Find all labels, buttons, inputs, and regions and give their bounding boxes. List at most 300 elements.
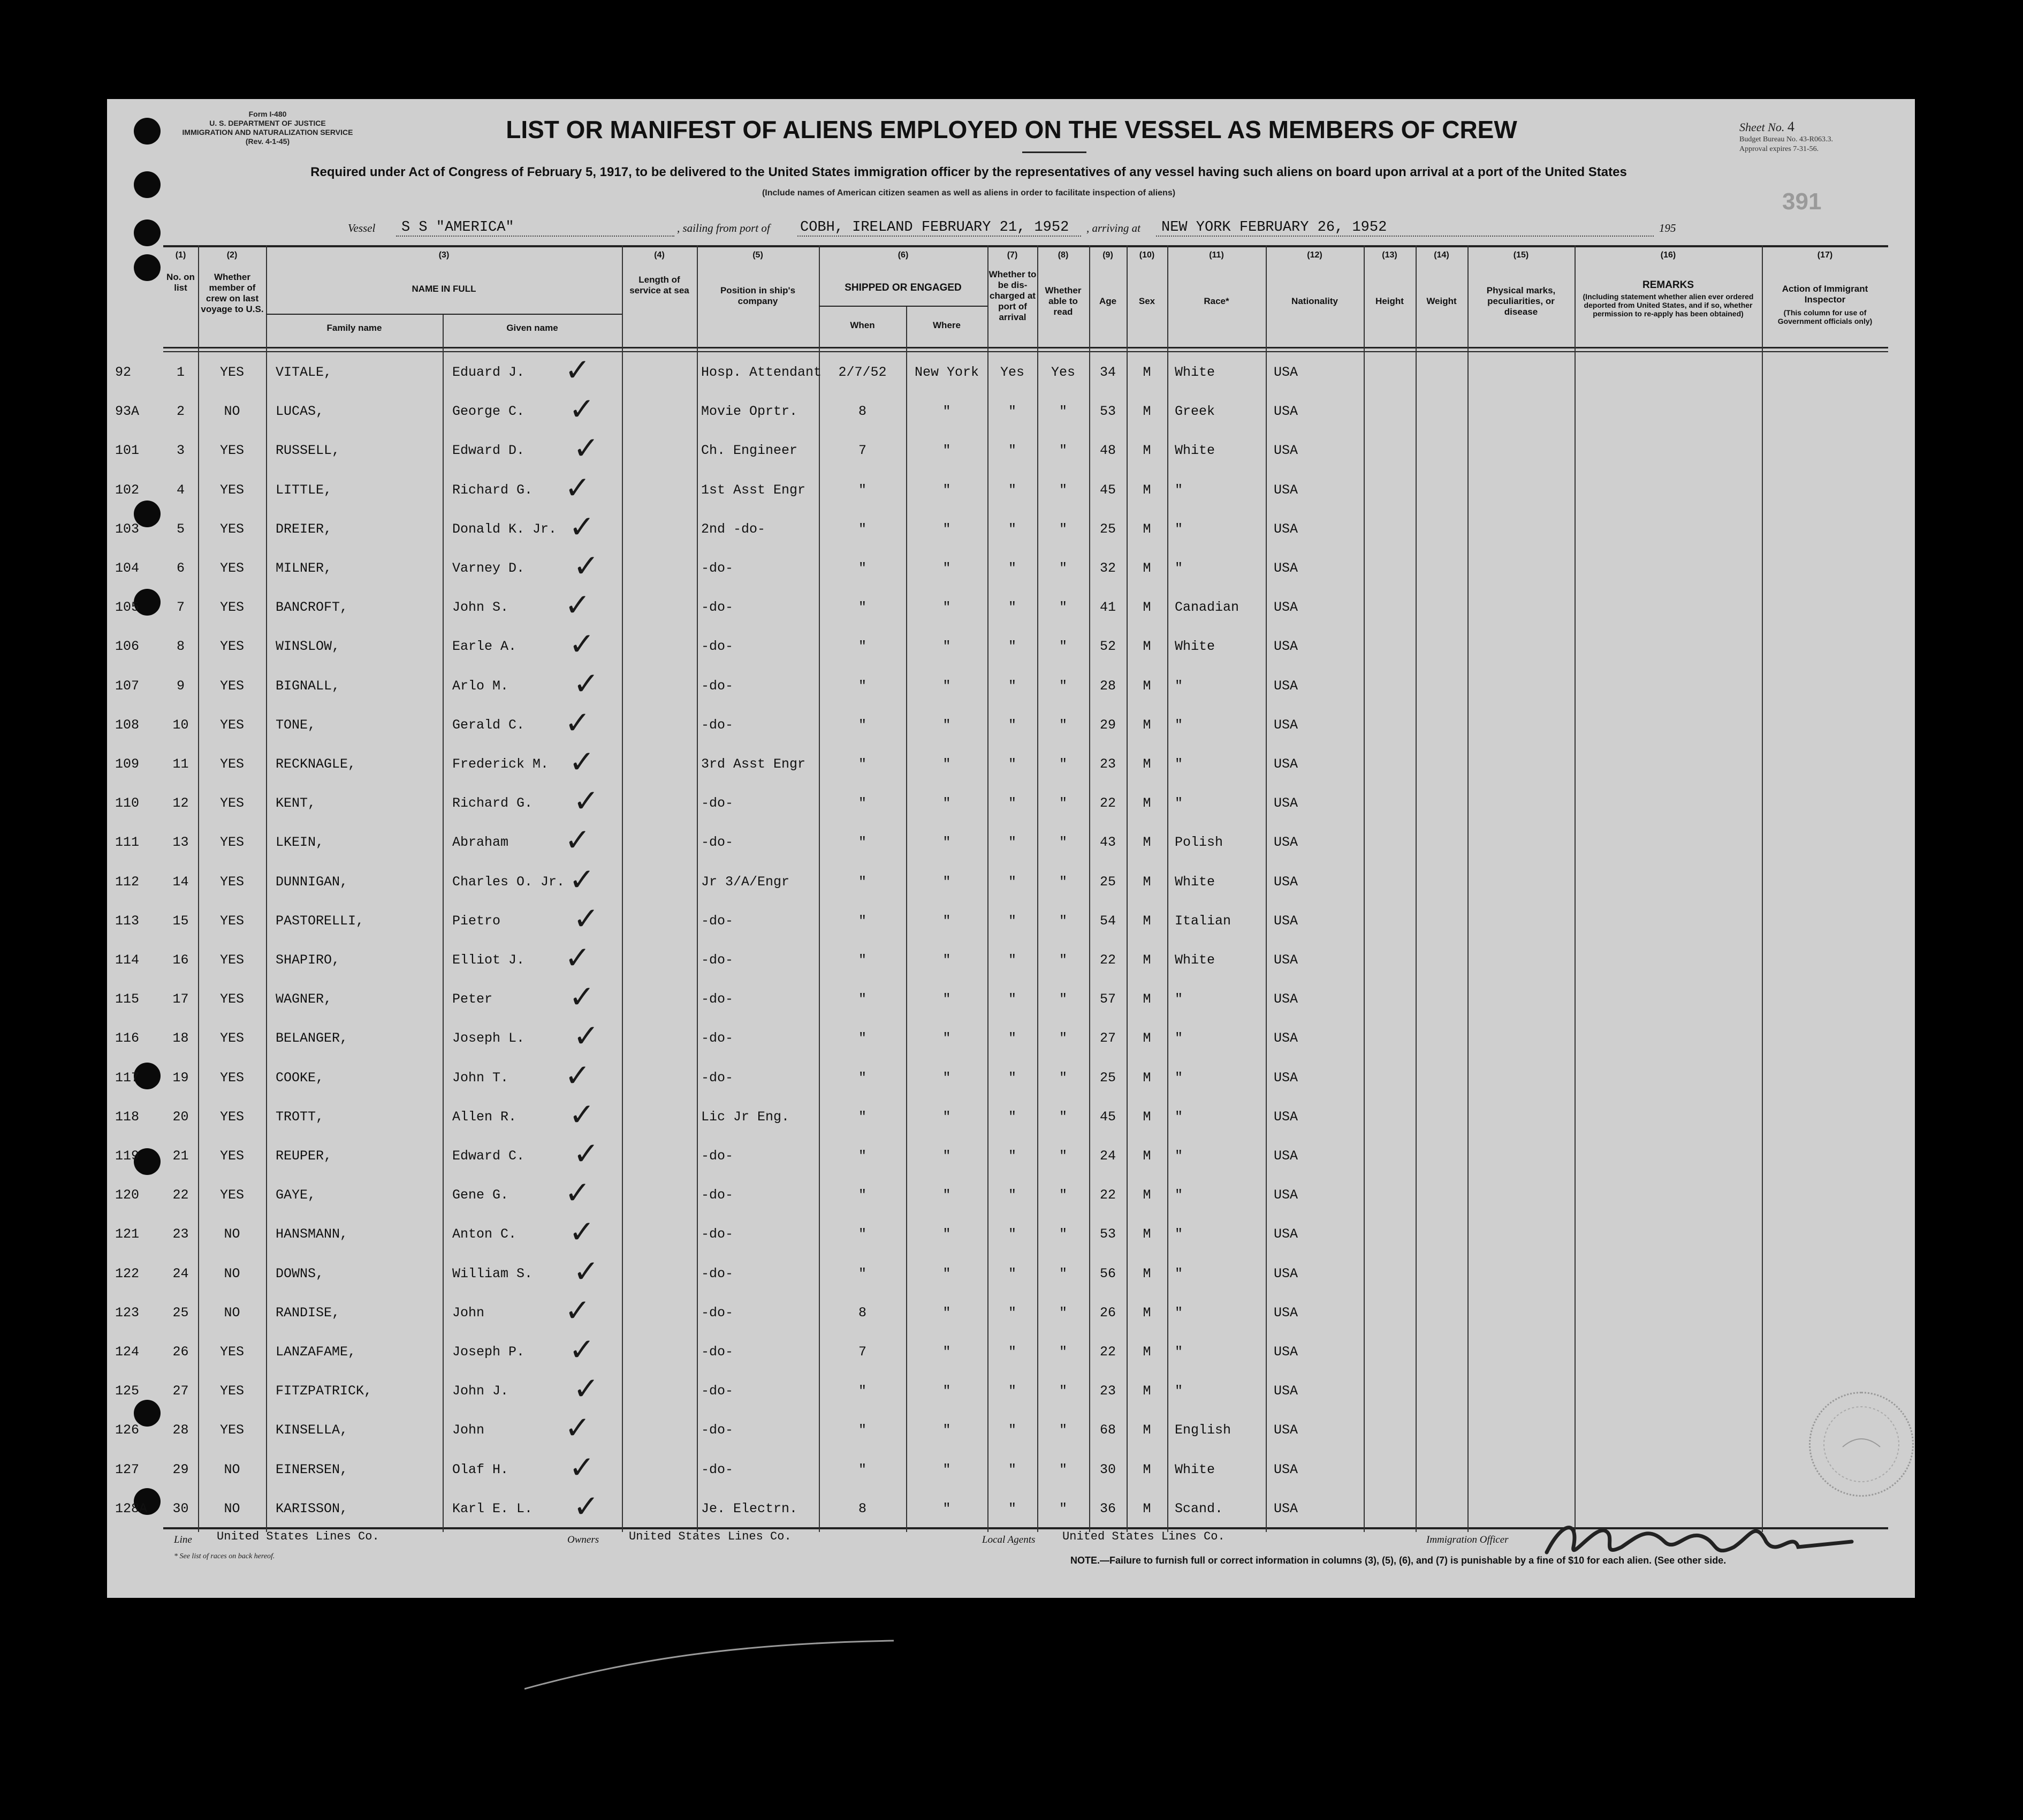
cell-position: Je. Electrn.	[701, 1500, 798, 1516]
cell-family: BANCROFT,	[276, 600, 348, 616]
col-number: (7)	[1007, 251, 1018, 260]
col-number: (15)	[1513, 251, 1529, 260]
cell-disch: "	[1008, 443, 1016, 459]
checkmark-icon: ✓	[565, 469, 591, 506]
stamped-number: 391	[1782, 188, 1822, 215]
cell-sex: M	[1143, 1070, 1151, 1086]
cell-where: "	[942, 1226, 951, 1242]
table-row	[115, 665, 1888, 708]
cell-nat: USA	[1274, 874, 1298, 890]
cell-given: Peter	[452, 991, 493, 1007]
margin-number: 119	[115, 1148, 140, 1164]
cell-disch: "	[1008, 756, 1016, 772]
cell-nat: USA	[1274, 1383, 1298, 1399]
cell-sex: M	[1143, 1422, 1151, 1438]
cell-where: "	[942, 600, 951, 616]
cell-age: 25	[1099, 1070, 1116, 1086]
cell-given: Richard G.	[452, 482, 533, 498]
cell-when: "	[858, 913, 866, 929]
cell-age: 43	[1099, 835, 1116, 851]
header-able-read: Whether able to read	[1045, 285, 1082, 317]
cell-read: Yes	[1051, 365, 1075, 380]
header-given-name: Given name	[506, 323, 558, 333]
footer-agents-label: Local Agents	[982, 1534, 1036, 1545]
cell-family: RANDISE,	[276, 1305, 340, 1321]
cell-position: -do-	[701, 600, 734, 616]
cell-member: YES	[219, 874, 244, 890]
cell-sex: M	[1143, 1187, 1151, 1203]
cell-no: 25	[172, 1305, 189, 1321]
margin-number: 123	[115, 1305, 140, 1321]
table-row	[115, 939, 1888, 982]
checkmark-icon: ✓	[569, 744, 595, 780]
cell-read: "	[1059, 1344, 1067, 1360]
cell-read: "	[1059, 874, 1067, 890]
cell-sex: M	[1143, 756, 1151, 772]
cell-sex: M	[1143, 1226, 1151, 1242]
cell-where: "	[942, 482, 951, 498]
cell-when: "	[858, 835, 866, 851]
cell-disch: "	[1008, 1500, 1016, 1516]
cell-family: COOKE,	[276, 1070, 324, 1086]
cell-no: 14	[172, 874, 189, 890]
sheet-label: Sheet No.	[1739, 120, 1785, 134]
cell-no: 12	[172, 795, 189, 812]
cell-given: Charles O. Jr.	[452, 874, 565, 890]
cell-family: MILNER,	[276, 560, 332, 576]
cell-age: 23	[1099, 1383, 1116, 1399]
checkmark-icon: ✓	[569, 979, 595, 1015]
cell-when: "	[858, 717, 866, 733]
cell-given: John S.	[452, 600, 509, 616]
cell-race: White	[1175, 874, 1215, 890]
cell-age: 26	[1099, 1305, 1116, 1321]
cell-no: 6	[176, 560, 185, 576]
cell-disch: "	[1008, 795, 1016, 812]
cell-position: -do-	[701, 1226, 734, 1242]
footer-officer-label-wrap	[1426, 1532, 1509, 1546]
margin-number: 105	[115, 600, 140, 616]
cell-disch: "	[1008, 678, 1016, 694]
cell-given: Anton C.	[452, 1226, 517, 1242]
shipped-subheader-rule	[819, 306, 987, 307]
cell-no: 2	[176, 404, 185, 420]
table-row	[115, 979, 1888, 1021]
punch-hole	[134, 254, 161, 281]
cell-no: 5	[176, 521, 185, 537]
cell-position: -do-	[701, 795, 734, 812]
cell-age: 32	[1099, 560, 1116, 576]
table-row	[115, 861, 1888, 904]
cell-given: Karl E. L.	[452, 1500, 533, 1516]
table-row	[115, 1370, 1888, 1413]
cell-family: RECKNAGLE,	[276, 756, 356, 772]
table-row	[115, 1135, 1888, 1178]
cell-family: BIGNALL,	[276, 678, 340, 694]
cell-position: -do-	[701, 1383, 734, 1399]
cell-family: LANZAFAME,	[276, 1344, 356, 1360]
checkmark-icon: ✓	[569, 1449, 595, 1485]
table-row	[115, 1331, 1888, 1374]
cell-no: 3	[176, 443, 185, 459]
cell-given: William S.	[452, 1265, 533, 1281]
cell-given: Allen R.	[452, 1109, 517, 1125]
footer-owners-label-wrap	[567, 1532, 599, 1546]
cell-family: REUPER,	[276, 1148, 332, 1164]
cell-read: "	[1059, 521, 1067, 537]
cell-age: 27	[1099, 1030, 1116, 1046]
cell-position: Lic Jr Eng.	[701, 1109, 790, 1125]
cell-disch: "	[1008, 1305, 1016, 1321]
margin-number: 113	[115, 913, 140, 929]
cell-member: YES	[219, 521, 244, 537]
cell-sex: M	[1143, 1148, 1151, 1164]
cell-where: "	[942, 560, 951, 576]
checkmark-icon: ✓	[565, 587, 591, 624]
arriving-dotline	[1156, 236, 1654, 237]
cell-given: Joseph P.	[452, 1344, 525, 1360]
cell-where: "	[942, 1461, 951, 1477]
cell-sex: M	[1143, 835, 1151, 851]
cell-when: "	[858, 874, 866, 890]
cell-family: VITALE,	[276, 365, 332, 380]
cell-race: "	[1175, 1070, 1183, 1086]
cell-read: "	[1059, 600, 1067, 616]
col-number: (4)	[654, 251, 665, 260]
cell-race: White	[1175, 952, 1215, 968]
margin-number: 127	[115, 1461, 140, 1477]
checkmark-icon: ✓	[573, 783, 599, 820]
cell-member: YES	[219, 913, 244, 929]
margin-number: 111	[115, 835, 140, 851]
cell-read: "	[1059, 678, 1067, 694]
header-remarks: REMARKS	[1642, 279, 1694, 291]
cell-given: Edward D.	[452, 443, 525, 459]
cell-read: "	[1059, 1265, 1067, 1281]
col-number: (5)	[752, 251, 763, 260]
cell-position: -do-	[701, 639, 734, 655]
cell-sex: M	[1143, 991, 1151, 1007]
cell-race: "	[1175, 1305, 1183, 1321]
cell-read: "	[1059, 1148, 1067, 1164]
cell-read: "	[1059, 1109, 1067, 1125]
table-row	[115, 626, 1888, 668]
cell-nat: USA	[1274, 1070, 1298, 1086]
margin-number: 128A	[115, 1500, 148, 1516]
col-number: (11)	[1209, 251, 1224, 260]
form-number: Form I-480	[248, 110, 287, 118]
cell-position: Movie Oprtr.	[701, 404, 798, 420]
cell-when: "	[858, 1461, 866, 1477]
cell-read: "	[1059, 952, 1067, 968]
cell-no: 20	[172, 1109, 189, 1125]
cell-nat: USA	[1274, 404, 1298, 420]
cell-position: -do-	[701, 1422, 734, 1438]
cell-where: "	[942, 404, 951, 420]
cell-given: Frederick M.	[452, 756, 549, 772]
col-number: (9)	[1102, 251, 1113, 260]
cell-when: "	[858, 1030, 866, 1046]
official-seal-stamp	[1809, 1392, 1914, 1497]
department: U. S. DEPARTMENT OF JUSTICE	[209, 119, 326, 127]
cell-disch: "	[1008, 1226, 1016, 1242]
cell-read: "	[1059, 1500, 1067, 1516]
col-number: (17)	[1817, 251, 1833, 260]
cell-nat: USA	[1274, 678, 1298, 694]
checkmark-icon: ✓	[569, 626, 595, 663]
table-row	[115, 704, 1888, 747]
cell-given: John	[452, 1305, 485, 1321]
cell-family: FITZPATRICK,	[276, 1383, 372, 1399]
cell-where: "	[942, 874, 951, 890]
col-number: (13)	[1382, 251, 1397, 260]
cell-where: "	[942, 1109, 951, 1125]
cell-read: "	[1059, 795, 1067, 812]
cell-race: "	[1175, 521, 1183, 537]
cell-given: Earle A.	[452, 639, 517, 655]
cell-disch: "	[1008, 1070, 1016, 1086]
cell-sex: M	[1143, 482, 1151, 498]
checkmark-icon: ✓	[573, 548, 599, 584]
margin-number: 107	[115, 678, 140, 694]
header-action-sub: (This column for use of Government officials only)	[1777, 308, 1873, 325]
sailing-label: , sailing from port of	[677, 222, 770, 234]
checkmark-icon: ✓	[565, 1057, 591, 1094]
header-age: Age	[1099, 296, 1117, 306]
table-row	[115, 469, 1888, 512]
margin-number: 92	[115, 365, 132, 380]
cell-member: YES	[219, 1187, 244, 1203]
cell-member: NO	[224, 1461, 240, 1477]
cell-sex: M	[1143, 443, 1151, 459]
table-row	[115, 1057, 1888, 1099]
margin-number: 103	[115, 521, 140, 537]
checkmark-icon: ✓	[573, 430, 599, 467]
cell-sex: M	[1143, 1109, 1151, 1125]
sheet-number	[1739, 119, 1794, 135]
cell-age: 22	[1099, 952, 1116, 968]
cell-member: YES	[219, 1344, 244, 1360]
cell-member: YES	[219, 1383, 244, 1399]
cell-disch: "	[1008, 1461, 1016, 1477]
cell-where: "	[942, 913, 951, 929]
cell-position: Jr 3/A/Engr	[701, 874, 790, 890]
cell-when: 8	[858, 404, 866, 420]
checkmark-icon: ✓	[565, 1174, 591, 1211]
penalty-note: NOTE.—Failure to furnish full or correct information in columns (3), (5), (6), and (7) is punishable by a fine of $10 for each alien. (See other side.	[1070, 1555, 1727, 1566]
cell-member: YES	[219, 1030, 244, 1046]
table-row	[115, 783, 1888, 825]
cell-where: "	[942, 756, 951, 772]
cell-race: "	[1175, 1187, 1183, 1203]
col-number: (2)	[226, 251, 238, 260]
table-header-rule-2	[163, 351, 1888, 352]
cell-race: "	[1175, 756, 1183, 772]
cell-given: Donald K. Jr.	[452, 521, 557, 537]
cell-member: NO	[224, 404, 240, 420]
cell-where: "	[942, 521, 951, 537]
col-number: (16)	[1660, 251, 1676, 260]
cell-no: 11	[172, 756, 189, 772]
checkmark-icon: ✓	[569, 1214, 595, 1250]
cell-nat: USA	[1274, 521, 1298, 537]
cell-when: "	[858, 482, 866, 498]
margin-number: 101	[115, 443, 140, 459]
punch-hole	[134, 171, 161, 198]
cell-race: Greek	[1175, 404, 1215, 420]
table-header-rule	[163, 347, 1888, 348]
cell-family: PASTORELLI,	[276, 913, 364, 929]
cell-where: "	[942, 1030, 951, 1046]
required-statement: Required under Act of Congress of February 5, 1917, to be delivered to the United States immigration officer by the representatives of any vessel having such aliens on board upon arrival at a port of the United States	[310, 165, 1627, 179]
page-title: LIST OR MANIFEST OF ALIENS EMPLOYED ON THE VESSEL AS MEMBERS OF CREW	[506, 116, 1517, 143]
margin-number: 121	[115, 1226, 140, 1242]
margin-number: 122	[115, 1265, 140, 1281]
cell-age: 24	[1099, 1148, 1116, 1164]
cell-race: "	[1175, 795, 1183, 812]
cell-race: "	[1175, 717, 1183, 733]
cell-nat: USA	[1274, 913, 1298, 929]
cell-member: NO	[224, 1305, 240, 1321]
cell-given: George C.	[452, 404, 525, 420]
cell-race: White	[1175, 1461, 1215, 1477]
cell-where: "	[942, 795, 951, 812]
header-name-in-full: NAME IN FULL	[412, 284, 476, 294]
cell-when: "	[858, 600, 866, 616]
revision: (Rev. 4-1-45)	[245, 137, 290, 146]
cell-age: 45	[1099, 1109, 1116, 1125]
cell-sex: M	[1143, 795, 1151, 812]
footer-agents-label-wrap	[982, 1532, 1035, 1546]
cell-nat: USA	[1274, 952, 1298, 968]
cell-position: -do-	[701, 913, 734, 929]
cell-where: New York	[914, 365, 979, 380]
header-when: When	[850, 320, 875, 330]
service: IMMIGRATION AND NATURALIZATION SERVICE	[182, 128, 353, 136]
col-number: (6)	[898, 251, 909, 260]
cell-where: "	[942, 1383, 951, 1399]
cell-no: 1	[176, 365, 185, 380]
cell-nat: USA	[1274, 1500, 1298, 1516]
table-row	[115, 352, 1888, 394]
cell-where: "	[942, 991, 951, 1007]
margin-number: 112	[115, 874, 140, 890]
col-number: (8)	[1058, 251, 1069, 260]
cell-disch: "	[1008, 1109, 1016, 1125]
cell-sex: M	[1143, 1030, 1151, 1046]
cell-read: "	[1059, 482, 1067, 498]
cell-position: -do-	[701, 952, 734, 968]
margin-number: 118	[115, 1109, 140, 1125]
cell-age: 54	[1099, 913, 1116, 929]
cell-race: Polish	[1175, 835, 1223, 851]
margin-number: 102	[115, 482, 140, 498]
cell-nat: USA	[1274, 1187, 1298, 1203]
cell-read: "	[1059, 1226, 1067, 1242]
cell-where: "	[942, 1187, 951, 1203]
cell-age: 68	[1099, 1422, 1116, 1438]
table-row	[115, 1409, 1888, 1452]
cell-when: 7	[858, 1344, 866, 1360]
cell-family: KENT,	[276, 795, 316, 812]
cell-member: YES	[219, 560, 244, 576]
cell-no: 30	[172, 1500, 189, 1516]
cell-age: 28	[1099, 678, 1116, 694]
cell-member: YES	[219, 639, 244, 655]
table-row	[115, 1096, 1888, 1139]
cell-sex: M	[1143, 1500, 1151, 1516]
cell-when: 8	[858, 1500, 866, 1516]
cell-age: 36	[1099, 1500, 1116, 1516]
cell-disch: "	[1008, 1383, 1016, 1399]
cell-family: BELANGER,	[276, 1030, 348, 1046]
col-number: (12)	[1307, 251, 1322, 260]
margin-number: 117	[115, 1070, 140, 1086]
cell-disch: "	[1008, 1030, 1016, 1046]
budget-info	[1739, 135, 1833, 154]
cell-where: "	[942, 678, 951, 694]
cell-disch: "	[1008, 639, 1016, 655]
cell-when: "	[858, 678, 866, 694]
header-family-name: Family name	[326, 323, 382, 333]
cell-where: "	[942, 1344, 951, 1360]
col-number: (1)	[175, 251, 186, 260]
cell-family: SHAPIRO,	[276, 952, 340, 968]
header-nationality: Nationality	[1291, 296, 1338, 306]
cell-no: 18	[172, 1030, 189, 1046]
header-no-on-list: No. on list	[166, 272, 195, 293]
cell-disch: "	[1008, 991, 1016, 1007]
cell-disch: "	[1008, 482, 1016, 498]
cell-where: "	[942, 1265, 951, 1281]
footer-line-label: Line	[174, 1534, 192, 1545]
cell-when: "	[858, 1070, 866, 1086]
margin-number: 109	[115, 756, 140, 772]
punch-hole	[134, 118, 161, 145]
cell-given: Pietro	[452, 913, 501, 929]
cell-sex: M	[1143, 717, 1151, 733]
cell-nat: USA	[1274, 639, 1298, 655]
cell-nat: USA	[1274, 756, 1298, 772]
cell-when: "	[858, 795, 866, 812]
cell-position: Ch. Engineer	[701, 443, 798, 459]
header-sex: Sex	[1138, 296, 1155, 306]
cell-age: 34	[1099, 365, 1116, 380]
arriving-at: NEW YORK FEBRUARY 26, 1952	[1161, 219, 1387, 236]
cell-position: -do-	[701, 678, 734, 694]
cell-no: 29	[172, 1461, 189, 1477]
checkmark-icon: ✓	[565, 1409, 591, 1446]
checkmark-icon: ✓	[573, 1370, 599, 1407]
cell-age: 45	[1099, 482, 1116, 498]
vessel-dotline	[396, 236, 674, 237]
table-row	[115, 1174, 1888, 1217]
cell-when: "	[858, 1187, 866, 1203]
table-row	[115, 430, 1888, 472]
cell-family: LITTLE,	[276, 482, 332, 498]
cell-when: "	[858, 1265, 866, 1281]
cell-given: Elliot J.	[452, 952, 525, 968]
cell-given: Gerald C.	[452, 717, 525, 733]
margin-number: 115	[115, 991, 140, 1007]
cell-age: 25	[1099, 874, 1116, 890]
cell-family: RUSSELL,	[276, 443, 340, 459]
cell-disch: "	[1008, 1422, 1016, 1438]
cell-member: YES	[219, 443, 244, 459]
cell-when: "	[858, 756, 866, 772]
cell-position: -do-	[701, 1070, 734, 1086]
header-position: Position in ship's company	[720, 285, 796, 306]
